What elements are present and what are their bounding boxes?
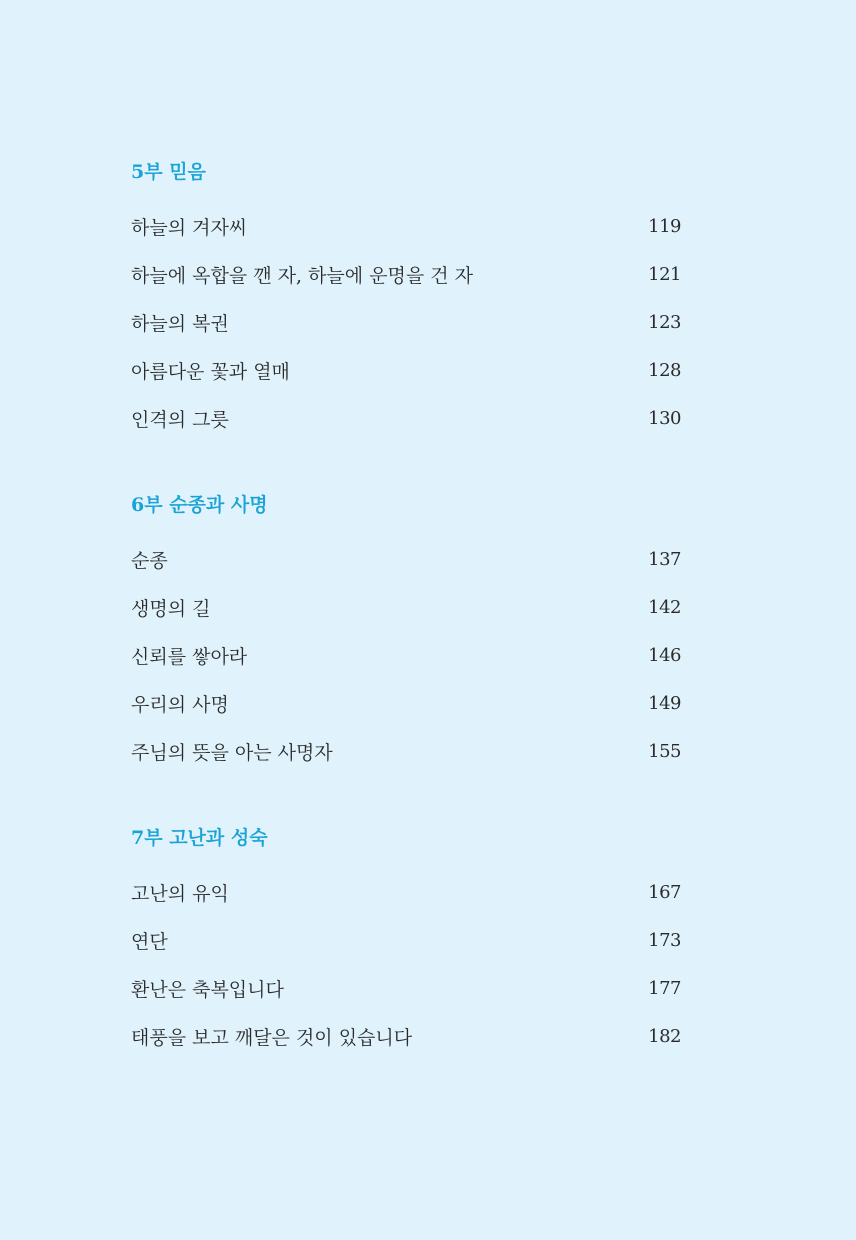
table-of-contents	[131, 155, 681, 1106]
entry-title: 아름다운 꽃과 열매	[131, 360, 290, 383]
entry-title: 주님의 뜻을 아는 사명자	[131, 741, 333, 764]
toc-entry[interactable]	[131, 535, 681, 583]
toc-entry[interactable]	[131, 631, 681, 679]
toc-entry[interactable]	[131, 916, 681, 964]
entry-page-number: 123	[648, 311, 681, 333]
toc-entry[interactable]	[131, 679, 681, 727]
section-title: 7부 고난과 성숙	[131, 827, 268, 849]
section-title: 5부 믿음	[131, 161, 206, 183]
toc-entry[interactable]	[131, 202, 681, 250]
entry-title: 고난의 유익	[131, 882, 229, 905]
entry-page-number: 121	[648, 263, 681, 285]
entry-page-number: 119	[648, 215, 681, 237]
toc-entry[interactable]	[131, 298, 681, 346]
entry-page-number: 142	[648, 596, 681, 618]
entry-title: 하늘에 옥합을 깬 자, 하늘에 운명을 건 자	[131, 264, 473, 287]
toc-entry[interactable]	[131, 346, 681, 394]
toc-entry[interactable]	[131, 583, 681, 631]
section-title: 6부 순종과 사명	[131, 494, 268, 516]
toc-entry[interactable]	[131, 394, 681, 442]
toc-entry[interactable]	[131, 250, 681, 298]
entry-page-number: 128	[648, 359, 681, 381]
entry-page-number: 182	[648, 1025, 681, 1047]
entry-page-number: 155	[648, 740, 681, 762]
entry-page-number: 149	[648, 692, 681, 714]
entry-page-number: 173	[648, 929, 681, 951]
entry-page-number: 130	[648, 407, 681, 429]
toc-entry[interactable]	[131, 1012, 681, 1060]
entry-page-number: 137	[648, 548, 681, 570]
entry-page-number: 167	[648, 881, 681, 903]
toc-entry[interactable]	[131, 727, 681, 775]
entry-title: 순종	[131, 549, 168, 572]
toc-entry[interactable]	[131, 964, 681, 1012]
entry-page-number: 177	[648, 977, 681, 999]
entry-title: 태풍을 보고 깨달은 것이 있습니다	[131, 1026, 413, 1049]
entry-title: 신뢰를 쌓아라	[131, 645, 248, 668]
entry-title: 하늘의 복권	[131, 312, 229, 335]
toc-section-5	[131, 155, 681, 442]
entry-title: 환난은 축복입니다	[131, 978, 284, 1001]
entry-page-number: 146	[648, 644, 681, 666]
entry-title: 인격의 그릇	[131, 408, 229, 431]
entry-title: 연단	[131, 930, 168, 953]
entry-title: 하늘의 겨자씨	[131, 216, 248, 239]
toc-section-7	[131, 821, 681, 1060]
entry-title: 우리의 사명	[131, 693, 229, 716]
toc-section-6	[131, 488, 681, 775]
toc-entry[interactable]	[131, 868, 681, 916]
entry-title: 생명의 길	[131, 597, 211, 620]
